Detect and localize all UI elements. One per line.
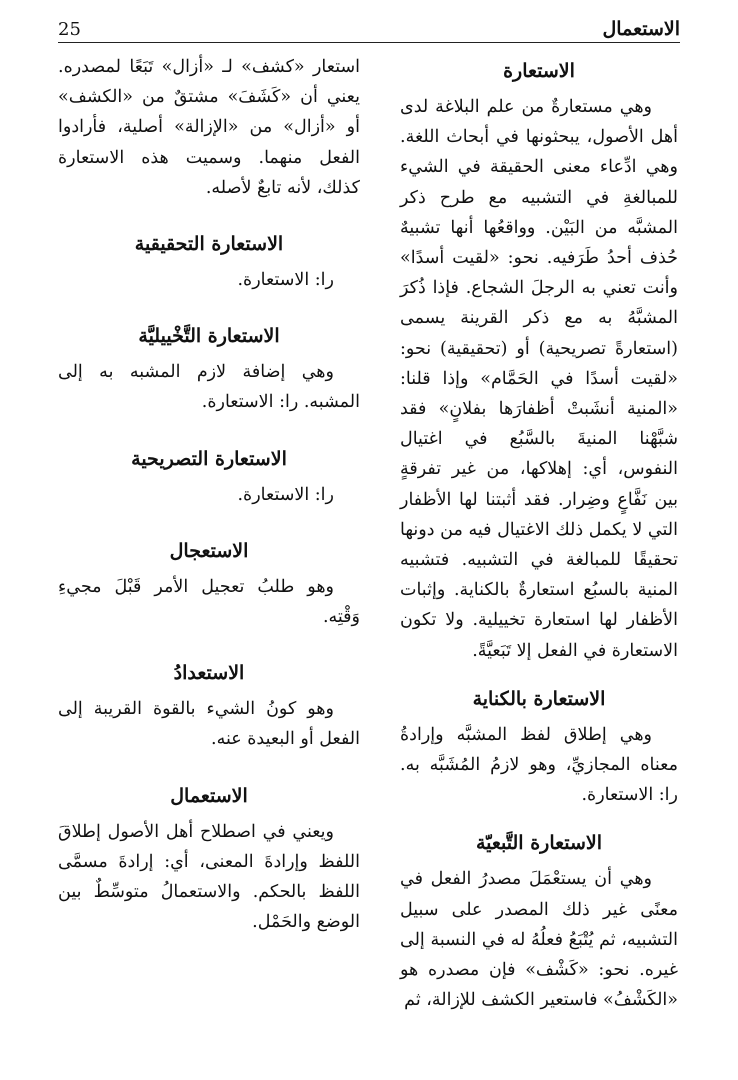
entry-istiara-bilkinaya	[400, 680, 678, 811]
entry-istiara-tasrihiya	[58, 440, 360, 510]
entry-title: الاستعدادُ	[173, 662, 245, 685]
entry-istiara	[400, 52, 678, 666]
running-title: الاستعمال	[602, 18, 680, 40]
entry-continuation	[58, 52, 360, 203]
entry-istijal	[58, 532, 360, 632]
entry-title: الاستعارة التصريحية	[131, 447, 287, 470]
entry-text: وهي إطلاق لفظ المشبَّه وإرادةُ معناه المجازيِّ، وهو لازمُ المُشَبَّه به. را: الاستعارة.	[400, 724, 678, 806]
right-column	[400, 52, 678, 1015]
entry-istimal	[58, 777, 360, 938]
entry-title: الاستعارة التَّبعيّة	[475, 832, 603, 855]
entry-title: الاستعارة	[503, 60, 575, 82]
entry-text: وهي إضافة لازم المشبه به إلى المشبه. را: الاستعارة.	[58, 362, 360, 413]
entry-title: الاستعمال	[170, 784, 248, 807]
page-number: 25	[58, 19, 81, 40]
entry-text: وهي أن يستعْمَلَ مصدرُ الفعل في معنًى غير ذلك المصدر على سبيل التشبيه، ثم يُتْبَعُ فعلُهُ له في النسبة إلى غيره. نحو: «كَشْف» فإن مصدره هو «الكَشْفُ» فاستعير الكشف للإزالة، ثم	[400, 869, 678, 1011]
entry-title: الاستعارة التَّخْييليَّة	[138, 325, 280, 348]
entry-istidad	[58, 654, 360, 754]
entry-istiara-tahqiqiya	[58, 225, 360, 295]
left-column	[58, 52, 360, 937]
entry-istiara-takhyiliya	[58, 317, 360, 417]
entry-text: استعار «كشف» لـ «أزال» تَبَعًا لمصدره. يعني أن «كَشَفَ» مشتقٌ من «الكشف» أو «أزال» من «الإزالة» أصلية، فأرادوا الفعل منهما. وسميت هذه الاستعارة كذلك، لأنه تابعٌ لأصله.	[58, 57, 360, 198]
entry-istiara-tabaiya	[400, 824, 678, 1015]
entry-title: الاستعجال	[169, 539, 249, 562]
entry-text: را: الاستعارة.	[237, 270, 334, 291]
entry-title: الاستعارة التحقيقية	[134, 233, 284, 256]
entry-text: وهي مستعارةٌ من علم البلاغة لدى أهل الأصول، يبحثونها في أبحاث اللغة. وهي ادِّعاء معنى الحقيقة في الشيء للمبالغةِ في التشبيه مع طرح ذكر المشبَّه من البَيْن. وواقعُها أنها تشبيهٌ حُذف أحدُ طَرَفيه. نحو: «لقيت أسدًا» وأنت تعني به الرجلَ الشجاع. فإذا ذُكرَ المشبَّهُ به مع ذكر القرينة يسمى (استعارةً تصريحية) أو (تحقيقية) نحو: «لقيت أسدًا في الحَمَّام» وإذا قلنا: «المنية أنشَبتْ أظفارَها بفلانٍ» فقد شبَّهْنا المنيةَ بالسَّبُع في اغتيال النفوس، أي: إهلاكها، من غير تفرقةٍ بين نَفَّاعٍ وضِرار. فقد أثبتنا لها الأظفار التي لا يكمل ذلك الاغتيال فيه من دونها تحقيقًا للمبالغة في التشبيه. فتشبيه المنية بالسبُع استعارةٌ بالكناية. وإثبات الأظفار لها استعارة تخييلية. ولا تكون الاستعارة في الفعل إلا تَبَعيَّةً.	[400, 97, 678, 661]
entry-text: وهو كونُ الشيء بالقوة القريبة إلى الفعل أو البعيدة عنه.	[58, 699, 360, 750]
page-header	[58, 12, 680, 43]
entry-text: ويعني في اصطلاح أهل الأصول إطلاقَ اللفظ وإرادةَ المعنى، أي: إرادةَ مسمَّى اللفظ بالحكم. والاستعمالُ متوسِّطٌ بين الوضع والحَمْل.	[58, 821, 360, 933]
entry-title: الاستعارة بالكناية	[472, 687, 606, 710]
entry-text: وهو طلبُ تعجيل الأمر قَبْلَ مجيءِ وَقْتِه.	[58, 576, 360, 628]
entry-text: را: الاستعارة.	[237, 484, 334, 505]
